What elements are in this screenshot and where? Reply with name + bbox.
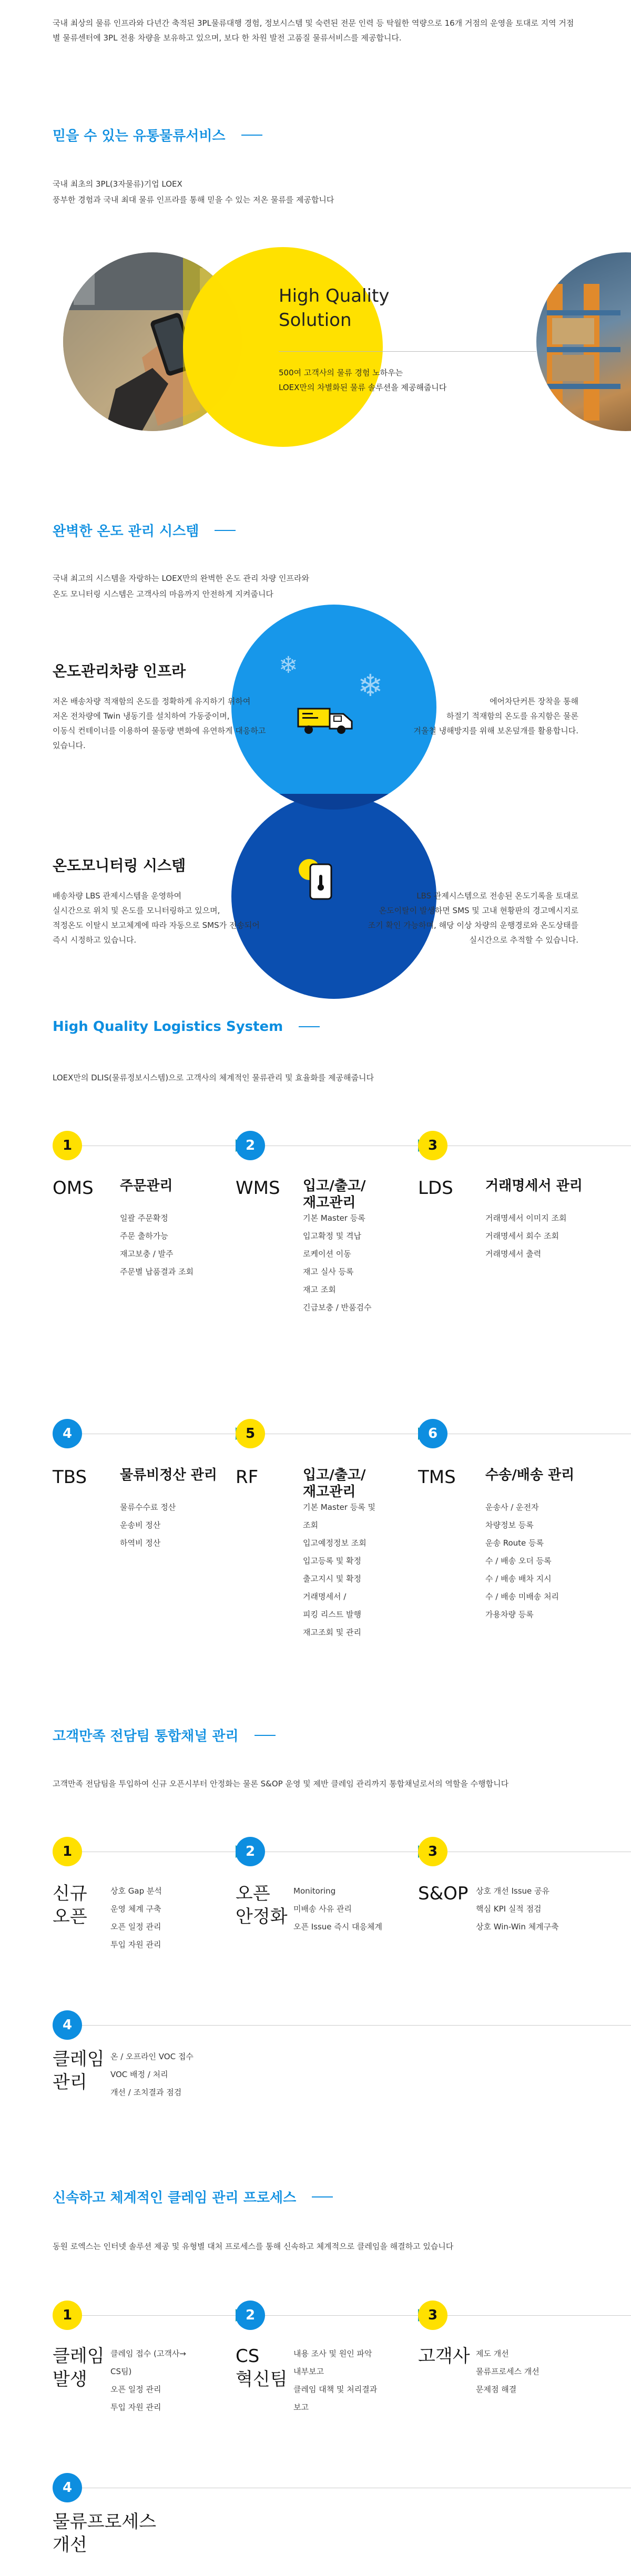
section-title-text: High Quality Logistics System: [53, 1019, 283, 1035]
item: 문제점 해결: [476, 2385, 517, 2394]
item: 재고보충 / 발주: [120, 1249, 174, 1259]
step-number: 3: [418, 1837, 447, 1866]
step-number: 1: [53, 1131, 82, 1160]
monitoring-left-text: [53, 888, 260, 947]
item: 상호 Win-Win 체계구축: [476, 1922, 559, 1931]
item: 긴급보충 / 반품검수: [303, 1303, 372, 1312]
step-number: 2: [236, 2301, 265, 2330]
title-rule: [312, 2196, 333, 2197]
step-number: 1: [53, 1837, 82, 1866]
system-code: RF: [236, 1467, 259, 1488]
section-title-system: [53, 1019, 320, 1035]
text-line: 있습니다.: [53, 741, 86, 750]
step-items: [293, 2345, 377, 2416]
step-name: S&OP: [418, 1883, 469, 1904]
snowflake-icon: ❄: [358, 668, 383, 703]
item: 미배송 사유 관리: [293, 1904, 352, 1914]
subsection-title-monitoring: 온도모니터링 시스템: [53, 857, 186, 874]
title-rule: [215, 530, 236, 531]
item: 운영 체계 구축: [110, 1904, 161, 1914]
step-name: 고객사: [418, 2346, 470, 2367]
step-name: 클레임 발생: [53, 2346, 105, 2390]
overlap-lens: [183, 252, 242, 431]
item: 주문 출하가능: [120, 1231, 168, 1241]
text-line: 실시간으로 추적할 수 있습니다.: [469, 935, 578, 945]
system-items: [303, 1209, 372, 1316]
system-code: TBS: [53, 1467, 87, 1488]
system-code: LDS: [418, 1178, 453, 1199]
step-name: CS 혁신팀: [236, 2346, 288, 2390]
step-items: [110, 1882, 162, 1954]
step-items: [476, 2345, 540, 2398]
vehicle-right-text: [368, 694, 578, 738]
item: 내용 조사 및 원인 파악: [293, 2349, 372, 2358]
system-items: [485, 1498, 559, 1623]
system-code: WMS: [236, 1178, 280, 1199]
hq-text-line: LOEX만의 차별화된 물류 솔루션을 제공해줍니다: [279, 383, 447, 392]
item: 거래명세서 이미지 조회: [485, 1213, 567, 1223]
section-title-channel: [53, 1725, 276, 1745]
desc-line: 국내 최초의 3PL(3자물류)기업 LOEX: [53, 179, 182, 189]
item: 출고지시 및 확정: [303, 1574, 361, 1583]
phone-monitor-icon: [294, 857, 342, 906]
monitoring-right-text: [337, 888, 578, 947]
item: 오픈 일정 관리: [110, 2385, 161, 2394]
section-title-text: 믿을 수 있는 유통물류서비스: [53, 128, 226, 144]
timeline-line: [53, 2025, 631, 2026]
desc-line: 온도 모니터링 시스템은 고객사의 마음까지 안전하게 지켜줍니다: [53, 589, 273, 599]
text-line: 에어차단커튼 장착을 통해: [490, 697, 578, 706]
item: 상호 개선 Issue 공유: [476, 1886, 550, 1896]
system-items: [485, 1209, 566, 1263]
hq-title-line1: High Quality: [279, 285, 390, 306]
intro-text: 국내 최상의 물류 인프라와 다년간 축적된 3PL물류대행 경험, 정보시스템 및 숙련된 전문 인력 등 탁월한 역량으로 16개 거점의 운영을 토대로 지역 거점별 물류센터에 3PL 전용 차량을 보유하고 있으며, 보다 한 차원 발전 고품질 물류서비스를 제공합니다.: [53, 18, 574, 43]
item: 수 / 배송 미배송 처리: [485, 1592, 559, 1601]
item: 오픈 일정 관리: [110, 1922, 161, 1931]
system-items: [120, 1498, 176, 1552]
timeline-line: [53, 2315, 631, 2316]
item: 내부보고: [293, 2367, 324, 2376]
item: 보고: [293, 2403, 309, 2412]
step-number: 4: [53, 2010, 82, 2040]
step-number: 3: [418, 2301, 447, 2330]
item: 하역비 정산: [120, 1538, 161, 1548]
truck-icon: [297, 704, 355, 738]
system-items: [303, 1498, 375, 1641]
step-number: 6: [418, 1419, 447, 1448]
step-number: 2: [236, 1131, 265, 1160]
item: 일괄 주문확정: [120, 1213, 168, 1223]
text-line: 겨울철 냉해방지를 위해 보온덮개를 활용합니다.: [413, 726, 578, 735]
text-line: 저온 전차량에 Twin 냉동기를 설치하여 가동중이며,: [53, 711, 230, 721]
item: Monitoring: [293, 1886, 336, 1896]
step-number: 2: [236, 1837, 265, 1866]
step-items: [476, 1882, 559, 1936]
step-number: 5: [236, 1419, 265, 1448]
section-desc: 동원 로엑스는 인터넷 솔루션 제공 및 유형별 대처 프로세스를 통해 신속하고 체계적으로 클레임을 해결하고 있습니다: [53, 2242, 454, 2251]
item: 입고예정정보 조회: [303, 1538, 367, 1548]
item: 거래명세서 출력: [485, 1249, 542, 1259]
item: 기본 Master 등록 및: [303, 1502, 375, 1512]
item: 피킹 리스트 발행: [303, 1610, 361, 1619]
warehouse-photo-art: [536, 252, 631, 431]
item: 조회: [303, 1520, 318, 1530]
section-desc: [53, 176, 334, 208]
hq-text-line: 500여 고객사의 물류 경험 노하우는: [279, 368, 403, 377]
item: 물류프로세스 개선: [476, 2367, 540, 2376]
item: 재고조회 및 관리: [303, 1628, 361, 1637]
item: 수 / 배송 오더 등록: [485, 1556, 552, 1566]
section-title-text: 완벽한 온도 관리 시스템: [53, 524, 199, 539]
step-items: [110, 2345, 186, 2416]
section-title-claim: [53, 2187, 333, 2206]
item: 재고 조회: [303, 1285, 336, 1294]
title-rule: [241, 135, 262, 136]
item: CS팀): [110, 2367, 132, 2376]
item: 물류수수료 정산: [120, 1502, 176, 1512]
item: 입고등록 및 확정: [303, 1556, 361, 1566]
item: 클레임 대책 및 처리결과: [293, 2385, 378, 2394]
system-category: 주문관리: [120, 1178, 173, 1194]
desc-line: 국내 최고의 시스템을 자랑하는 LOEX만의 완벽한 온도 관리 차량 인프라와: [53, 574, 310, 583]
item: 가용차량 등록: [485, 1610, 534, 1619]
section-title-text: 신속하고 체계적인 클레임 관리 프로세스: [53, 2190, 297, 2206]
system-category: 입고/출고/재고관리: [303, 1467, 366, 1500]
section-desc: 고객만족 전담팀을 투입하여 신규 오픈시부터 안정화는 물론 S&OP 운영 및 제반 클레임 관리까지 통합채널로서의 역할을 수행합니다: [53, 1779, 509, 1788]
section-desc: LOEX만의 DLIS(물류정보시스템)으로 고객사의 체계적인 물류관리 및 효율화를 제공해줍니다: [53, 1073, 374, 1082]
item: 기본 Master 등록: [303, 1213, 365, 1223]
item: 수 / 배송 배차 지시: [485, 1574, 552, 1583]
system-category: 입고/출고/재고관리: [303, 1178, 366, 1211]
item: 운송 Route 등록: [485, 1538, 544, 1548]
item: 차량정보 등록: [485, 1520, 534, 1530]
item: 핵심 KPI 실적 점검: [476, 1904, 542, 1914]
step-name: 클레임 관리: [53, 2049, 105, 2093]
circle-overlap: [231, 794, 436, 810]
item: 오픈 Issue 즉시 대응체계: [293, 1922, 383, 1931]
step-name: 신규 오픈: [53, 1883, 87, 1927]
system-category: 거래명세서 관리: [485, 1178, 583, 1194]
item: 운송사 / 운전자: [485, 1502, 539, 1512]
item: VOC 배정 / 처리: [110, 2070, 168, 2079]
system-category: 물류비정산 관리: [120, 1467, 217, 1483]
item: 개선 / 조치결과 점검: [110, 2088, 182, 2097]
text-line: 배송차량 LBS 관제시스템을 운영하여: [53, 891, 182, 901]
vehicle-left-text: [53, 694, 266, 753]
item: 거래명세서 회수 조회: [485, 1231, 559, 1241]
title-rule: [255, 1735, 276, 1736]
system-code: OMS: [53, 1178, 94, 1199]
text-line: 이동식 컨테이너를 이용하여 물동량 변화에 유연하게 대응하고: [53, 726, 266, 735]
section-title-temperature: [53, 520, 236, 540]
item: 재고 실사 등록: [303, 1267, 354, 1276]
text-line: 온도이탈이 발생하면 SMS 및 고내 현황판의 경고메시지로: [379, 906, 578, 915]
item: 투입 자원 관리: [110, 2403, 161, 2412]
system-category: 수송/배송 관리: [485, 1467, 575, 1483]
system-items: [120, 1209, 194, 1281]
step-number: 3: [418, 1131, 447, 1160]
step-name: 물류프로세스 개선: [53, 2511, 157, 2555]
snowflake-icon: ❄: [279, 652, 298, 679]
text-line: 적정온도 이탈시 보고체계에 따라 자동으로 SMS가 전송되어: [53, 921, 260, 930]
item: 로케이션 이동: [303, 1249, 351, 1259]
text-line: 조기 확인 가능하며, 해당 이상 차량의 운행경로와 온도상태를: [368, 921, 578, 930]
hq-title-line2: Solution: [279, 310, 352, 331]
step-name: 오픈 안정화: [236, 1883, 288, 1927]
item: 입고확정 및 격납: [303, 1231, 361, 1241]
item: 주문별 납품결과 조회: [120, 1267, 194, 1276]
item: 클레임 접수 (고객사→: [110, 2349, 186, 2358]
text-line: 하절기 적재함의 온도를 유지함은 물론: [446, 711, 578, 721]
text-line: 저온 배송차량 적재함의 온도를 정확하게 유지하기 위하여: [53, 697, 251, 706]
text-line: 실시간으로 위치 및 온도를 모니터링하고 있으며,: [53, 906, 220, 915]
item: 운송비 정산: [120, 1520, 161, 1530]
hq-text: [279, 365, 446, 395]
text-line: 즉시 시정하고 있습니다.: [53, 935, 137, 945]
warehouse-photo: [536, 252, 631, 431]
step-items: [293, 1882, 382, 1936]
system-code: TMS: [418, 1467, 456, 1488]
step-number: 4: [53, 1419, 82, 1448]
section-desc: [53, 570, 309, 602]
step-number: 1: [53, 2301, 82, 2330]
section-title-service: [53, 125, 262, 145]
item: 제도 개선: [476, 2349, 509, 2358]
item: 투입 자원 관리: [110, 1940, 161, 1949]
step-items: [110, 2048, 194, 2101]
subsection-title-vehicle: 온도관리차량 인프라: [53, 662, 186, 680]
item: 상호 Gap 분석: [110, 1886, 162, 1896]
section-title-text: 고객만족 전담팀 통합채널 관리: [53, 1729, 239, 1744]
text-line: LBS 관제시스템으로 전송된 온도기록을 토대로: [416, 891, 578, 901]
step-number: 4: [53, 2473, 82, 2502]
item: 온 / 오프라인 VOC 접수: [110, 2052, 194, 2061]
title-rule: [299, 1026, 320, 1027]
divider-line: [279, 351, 536, 352]
item: 거래명세서 /: [303, 1592, 347, 1601]
hq-title: [279, 284, 389, 332]
desc-line: 풍부한 경험과 국내 최대 물류 인프라를 통해 믿을 수 있는 저온 물류를 제공합니다: [53, 195, 334, 205]
